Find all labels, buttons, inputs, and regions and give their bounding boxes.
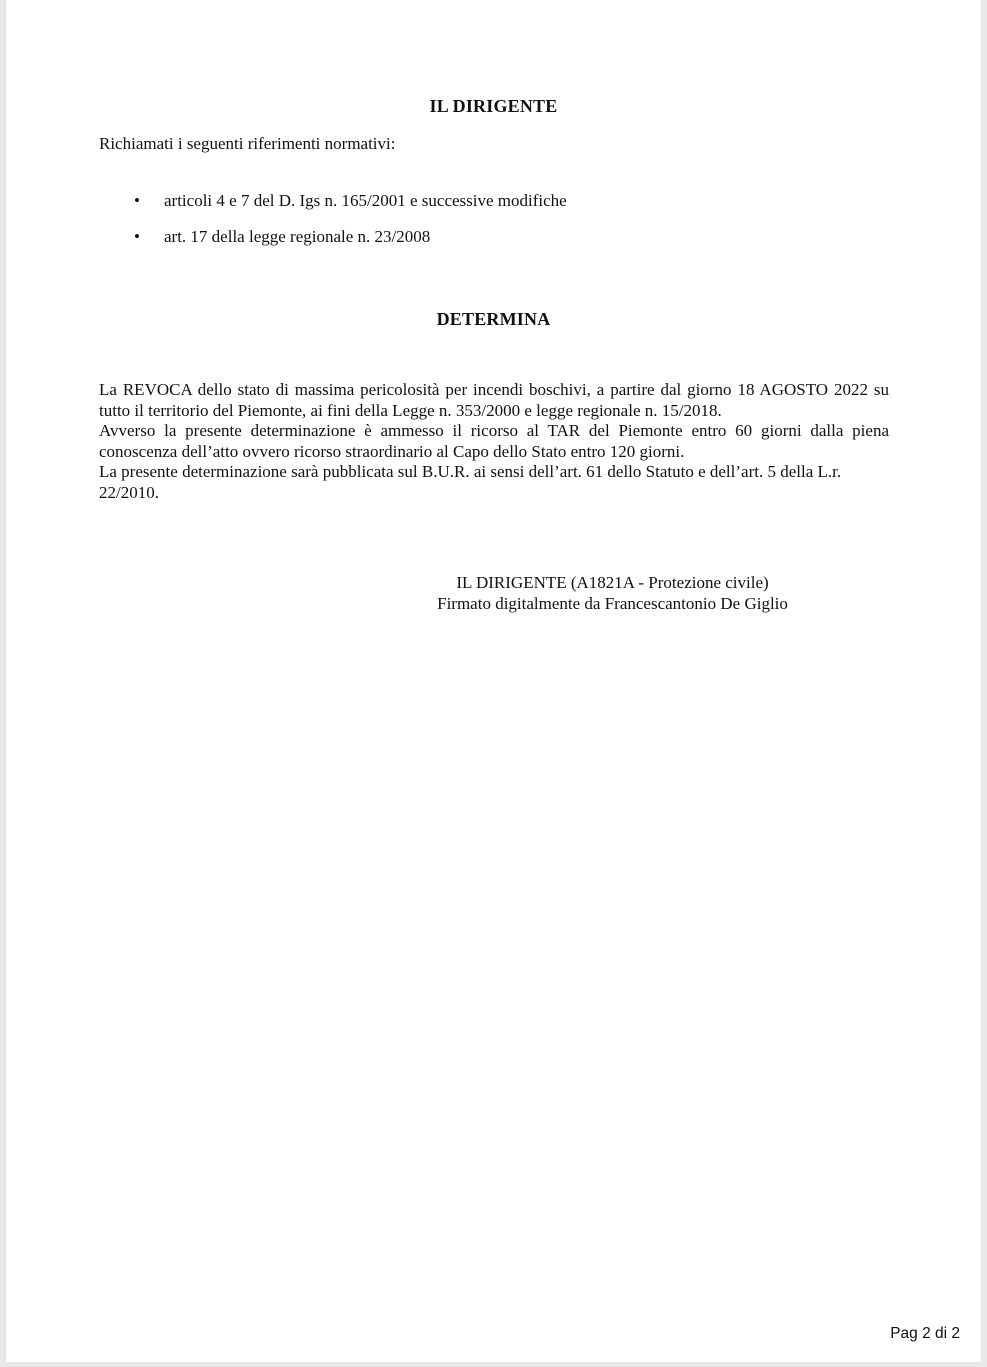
page-number: Pag 2 di 2 — [890, 1325, 960, 1342]
reference-text: articoli 4 e 7 del D. Igs n. 165/2001 e successive modifiche — [164, 191, 567, 210]
signature-signed-by: Firmato digitalmente da Francescantonio De Giglio — [437, 594, 788, 613]
heading-determina: DETERMINA — [436, 309, 551, 329]
paragraph-pubblicazione: La presente determinazione sarà pubblicata sul B.U.R. ai sensi dell’art. 61 dello Statuto e dell’art. 5 della L.r. 22/2010. — [99, 462, 842, 502]
heading-il-dirigente: IL DIRIGENTE — [429, 96, 558, 116]
reference-text: art. 17 della legge regionale n. 23/2008 — [164, 227, 431, 246]
signature-role: IL DIRIGENTE (A1821A - Protezione civile) — [456, 573, 769, 592]
determination-body — [99, 380, 889, 503]
paragraph-ricorso: Avverso la presente determinazione è ammesso il ricorso al TAR del Piemonte entro 60 giorni dalla piena conoscenza dell’atto ovvero ricorso straordinario al Capo dello Stato entro 120 giorni. — [99, 421, 889, 461]
intro-text: Richiamati i seguenti riferimenti normativi: — [99, 134, 396, 153]
signature-block — [420, 572, 805, 614]
bullet-icon: • — [134, 191, 140, 210]
bullet-icon: • — [134, 227, 140, 246]
paragraph-revoca: La REVOCA dello stato di massima pericolosità per incendi boschivi, a partire dal giorno 18 AGOSTO 2022 su tutto il territorio del Piemonte, ai fini della Legge n. 353/2000 e legge regionale n. 15/2018. — [99, 380, 889, 420]
